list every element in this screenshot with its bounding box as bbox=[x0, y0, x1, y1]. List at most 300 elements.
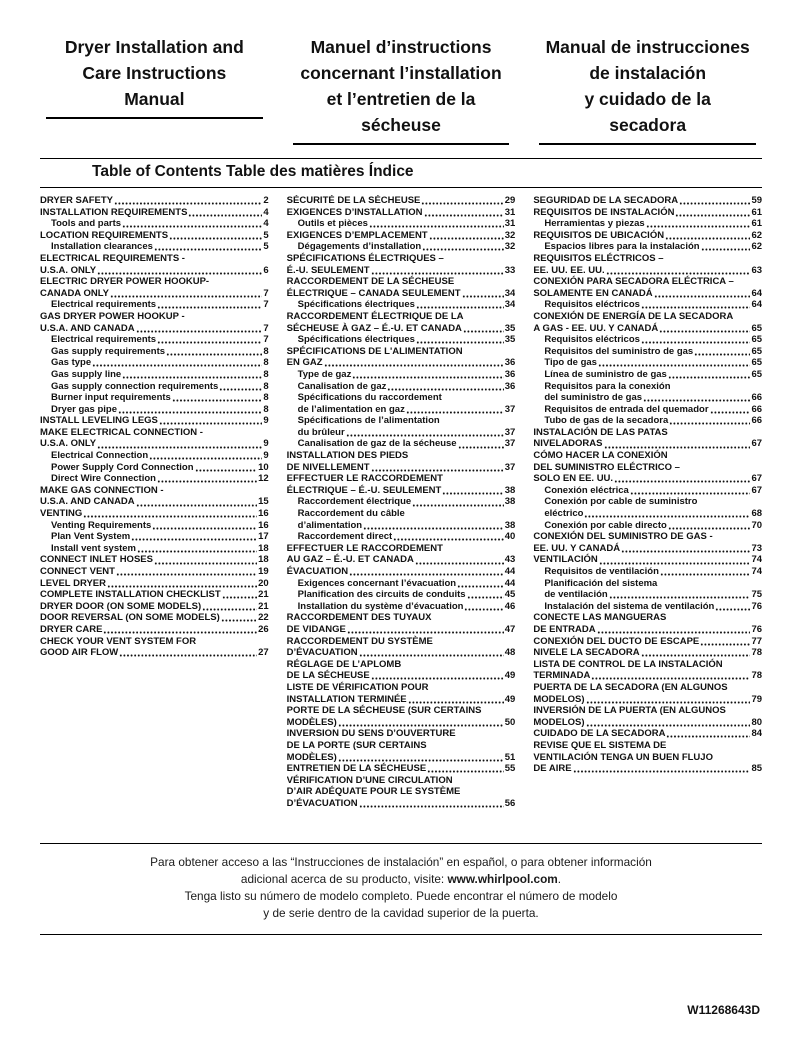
footer-text: Tenga listo su número de modelo completo. Puede encontrar el número de modelo bbox=[184, 889, 618, 904]
toc-entry-label: CONEXIÓN PARA SECADORA ELÉCTRICA – bbox=[533, 276, 734, 288]
toc-entry-label: Installation clearances bbox=[51, 241, 153, 253]
toc-entry-label: CONNECT VENT bbox=[40, 566, 115, 577]
toc-entry bbox=[287, 786, 516, 798]
toc-entry-label: DRYER CARE bbox=[40, 623, 103, 635]
toc-entry bbox=[40, 323, 269, 335]
title-line: Manual de instrucciones bbox=[545, 37, 750, 57]
toc-entry-label: REQUISITOS DE UBICACIÓN bbox=[533, 229, 665, 241]
toc-dot-leader bbox=[604, 446, 751, 449]
toc-dot-leader bbox=[359, 805, 504, 808]
toc-page-number: 44 bbox=[504, 566, 516, 577]
toc-entry bbox=[287, 276, 516, 288]
toc-entry bbox=[533, 450, 762, 462]
toc-entry-label: MODELOS) bbox=[533, 716, 585, 728]
toc-entry bbox=[40, 265, 269, 277]
toc-entry bbox=[533, 462, 762, 474]
toc-entry-label: U.S.A. AND CANADA bbox=[40, 322, 135, 334]
toc-page-number: 8 bbox=[263, 345, 269, 357]
toc-entry-label: Spécifications électriques bbox=[297, 334, 415, 346]
toc-page-number: 32 bbox=[504, 241, 516, 253]
toc-dot-leader bbox=[621, 550, 750, 553]
toc-entry bbox=[40, 334, 269, 346]
footer-line bbox=[46, 888, 756, 905]
toc-entry bbox=[40, 554, 269, 566]
toc-page-number: 32 bbox=[504, 229, 516, 241]
toc-entry-label: Electrical requirements bbox=[51, 334, 157, 346]
toc-entry-label: Type de gaz bbox=[297, 368, 352, 380]
toc-entry bbox=[533, 496, 762, 508]
toc-page-number: 61 bbox=[751, 218, 763, 230]
toc-entry-label: Requisitos de entrada del quemador bbox=[544, 403, 709, 415]
toc-dot-leader bbox=[369, 225, 504, 228]
toc-page-number: 37 bbox=[504, 403, 516, 415]
title-line: y cuidado de la bbox=[584, 89, 711, 109]
toc-dot-leader bbox=[371, 677, 504, 680]
toc-entry-label: RÉGLAGE DE L’APLOMB bbox=[286, 658, 402, 670]
toc-page-number: 80 bbox=[751, 716, 763, 728]
toc-entry bbox=[287, 485, 516, 497]
title-line: secadora bbox=[609, 115, 687, 135]
toc-entry bbox=[40, 299, 269, 311]
toc-entry-label: EN GAZ bbox=[286, 357, 323, 369]
toc-entry bbox=[533, 334, 762, 346]
toc-page-number: 8 bbox=[263, 392, 269, 404]
footer-text: Para obtener acceso a las “Instrucciones de instalación” en español, o para obtener información bbox=[150, 855, 652, 870]
toc-dot-leader bbox=[660, 573, 751, 576]
toc-dot-leader bbox=[116, 573, 257, 576]
toc-page-number: 67 bbox=[751, 473, 763, 485]
toc-entry bbox=[533, 218, 762, 230]
toc-entry-label: NIVELE LA SECADORA bbox=[533, 647, 640, 659]
toc-entry bbox=[287, 705, 516, 717]
toc-dot-leader bbox=[715, 608, 750, 611]
toc-entry-label: VENTILACIÓN TENGA UN BUEN FLUJO bbox=[533, 751, 713, 763]
toc-entry-label: Installation du système d’évacuation bbox=[297, 600, 464, 612]
toc-page-number: 65 bbox=[751, 368, 763, 380]
toc-entry bbox=[40, 450, 269, 462]
toc-page-number: 37 bbox=[504, 461, 516, 473]
toc-dot-leader bbox=[408, 701, 504, 704]
toc-entry bbox=[40, 369, 269, 381]
toc-entry bbox=[287, 195, 516, 207]
toc-dot-leader bbox=[598, 364, 750, 367]
toc-dot-leader bbox=[710, 411, 751, 414]
toc-entry bbox=[533, 589, 762, 601]
toc-dot-leader bbox=[584, 515, 750, 518]
toc-dot-leader bbox=[442, 492, 503, 495]
toc-dot-leader bbox=[421, 202, 503, 205]
toc-page-number: 59 bbox=[751, 195, 763, 206]
toc-page-number: 73 bbox=[751, 542, 763, 554]
toc-entry-label: É.-U. SEULEMENT bbox=[286, 264, 370, 276]
toc-entry bbox=[533, 276, 762, 288]
toc-entry bbox=[287, 717, 516, 729]
toc-entry bbox=[40, 207, 269, 219]
toc-page-number: 21 bbox=[258, 589, 269, 601]
toc-page-number: 68 bbox=[751, 508, 763, 520]
toc-entry bbox=[40, 612, 269, 624]
toc-entry-label: INSTALACIÓN DE LAS PATAS bbox=[533, 426, 668, 438]
toc-entry-label: VENTING bbox=[40, 508, 83, 520]
toc-entry bbox=[40, 288, 269, 300]
toc-entry bbox=[287, 554, 516, 566]
toc-entry bbox=[40, 241, 269, 253]
toc-entry bbox=[287, 473, 516, 485]
toc-dot-leader bbox=[573, 770, 751, 773]
toc-page-number: 55 bbox=[504, 763, 516, 775]
toc-entry-label: INVERSIÓN DE LA PUERTA (EN ALGUNOS bbox=[533, 705, 726, 717]
toc-entry bbox=[533, 438, 762, 450]
toc-entry-label: Canalisation de gaz de la sécheuse bbox=[297, 438, 457, 450]
toc-dot-leader bbox=[457, 585, 504, 588]
toc-entry-label: EE. UU. Y CANADÁ bbox=[533, 542, 621, 554]
toc-entry-label: ELECTRIC DRYER POWER HOOKUP- bbox=[40, 276, 210, 288]
toc-entry-label: Gas supply requirements bbox=[51, 345, 166, 357]
toc-entry bbox=[40, 473, 269, 485]
toc-entry bbox=[287, 659, 516, 671]
toc-entry-label: D’ÉVACUATION bbox=[286, 797, 358, 809]
toc-entry bbox=[287, 798, 516, 810]
toc-entry-label: U.S.A. AND CANADA bbox=[40, 496, 135, 508]
toc-entry bbox=[287, 508, 516, 520]
toc-page-number: 48 bbox=[504, 647, 516, 659]
toc-page-number: 66 bbox=[751, 403, 763, 415]
toc-entry bbox=[533, 311, 762, 323]
toc-page-number: 18 bbox=[258, 542, 269, 554]
toc-entry bbox=[533, 531, 762, 543]
toc-entry-label: du brûleur bbox=[297, 426, 345, 438]
toc-entry bbox=[287, 752, 516, 764]
toc-entry bbox=[533, 346, 762, 358]
toc-dot-leader bbox=[586, 724, 751, 727]
title-line: Care Instructions bbox=[82, 63, 227, 83]
toc-entry-label: CÓMO HACER LA CONEXIÓN bbox=[533, 450, 668, 462]
toc-page-number: 66 bbox=[751, 392, 763, 404]
toc-dot-leader bbox=[222, 596, 257, 599]
toc-entry-label: DRYER DOOR (ON SOME MODELS) bbox=[40, 600, 202, 612]
toc-dot-leader bbox=[614, 480, 750, 483]
toc-entry bbox=[533, 369, 762, 381]
toc-entry-label: REQUISITOS ELÉCTRICOS – bbox=[533, 252, 664, 264]
toc-entry-label: Requisitos para la conexión bbox=[544, 380, 671, 392]
toc-entry-label: INSTALLATION TERMINÉE bbox=[286, 693, 407, 705]
toc-entry bbox=[287, 728, 516, 740]
toc-dot-leader bbox=[157, 480, 257, 483]
toc-entry bbox=[40, 276, 269, 288]
toc-entry bbox=[287, 369, 516, 381]
toc-dot-leader bbox=[609, 596, 751, 599]
footer-text: . bbox=[557, 872, 562, 887]
toc-entry-label: U.S.A. ONLY bbox=[40, 438, 97, 450]
toc-page-number: 78 bbox=[751, 647, 763, 659]
toc-entry bbox=[40, 520, 269, 532]
toc-dot-leader bbox=[659, 330, 750, 333]
toc-entry bbox=[287, 230, 516, 242]
toc-entry bbox=[287, 520, 516, 532]
toc-page-number: 8 bbox=[263, 380, 269, 392]
toc-entry-label: Gas type bbox=[51, 357, 92, 369]
toc-entry bbox=[287, 740, 516, 752]
toc-entry bbox=[287, 578, 516, 590]
toc-entry-label: Raccordement électrique bbox=[297, 496, 412, 508]
toc-page-number: 70 bbox=[751, 519, 763, 531]
toc-page-number: 16 bbox=[258, 508, 269, 520]
toc-page-number: 65 bbox=[751, 334, 763, 346]
toc-dot-leader bbox=[643, 399, 750, 402]
toc-dot-leader bbox=[154, 248, 262, 251]
toc-entry bbox=[287, 647, 516, 659]
toc-dot-leader bbox=[694, 353, 750, 356]
toc-page-number: 17 bbox=[258, 531, 269, 543]
toc-entry bbox=[287, 682, 516, 694]
toc-entry bbox=[287, 415, 516, 427]
toc-entry-label: ÉVACUATION bbox=[286, 566, 349, 577]
toc-page-number: 66 bbox=[751, 415, 763, 427]
toc-dot-leader bbox=[591, 677, 750, 680]
toc-entry bbox=[533, 230, 762, 242]
toc-entry bbox=[40, 427, 269, 439]
toc-dot-leader bbox=[641, 654, 751, 657]
toc-entry-label: DE NIVELLEMENT bbox=[286, 461, 370, 473]
toc-dot-leader bbox=[597, 631, 751, 634]
toc-page-number: 49 bbox=[504, 670, 516, 682]
toc-column-english bbox=[40, 195, 269, 809]
toc-entry-label: NIVELADORAS bbox=[533, 438, 603, 450]
toc-entry bbox=[533, 612, 762, 624]
title-row bbox=[0, 0, 802, 145]
toc-page-number: 62 bbox=[751, 241, 763, 253]
toc-entry bbox=[40, 392, 269, 404]
toc-page-number: 34 bbox=[504, 299, 516, 311]
toc-entry-label: EE. UU. EE. UU. bbox=[533, 264, 605, 276]
toc-entry-label: Raccordement direct bbox=[297, 531, 393, 543]
toc-entry-label: GAS DRYER POWER HOOKUP - bbox=[40, 310, 185, 322]
toc-page-number: 43 bbox=[504, 554, 516, 566]
toc-entry bbox=[287, 636, 516, 648]
toc-page-number: 45 bbox=[504, 589, 516, 601]
toc-page-number: 7 bbox=[263, 334, 269, 346]
toc-dot-leader bbox=[338, 759, 504, 762]
toc-entry-label: VENTILACIÓN bbox=[533, 554, 598, 566]
toc-entry-label: Línea de suministro de gas bbox=[544, 368, 667, 380]
toc-entry-label: CONNECT INLET HOSES bbox=[40, 554, 153, 566]
toc-page-number: 7 bbox=[263, 322, 269, 334]
toc-entry bbox=[40, 311, 269, 323]
toc-page-number: 4 bbox=[263, 218, 269, 230]
toc-entry-label: Venting Requirements bbox=[51, 519, 152, 531]
toc-dot-leader bbox=[188, 214, 262, 217]
toc-entry bbox=[287, 207, 516, 219]
toc-page-number: 2 bbox=[263, 195, 269, 206]
toc-dot-leader bbox=[666, 735, 750, 738]
toc-dot-leader bbox=[606, 272, 751, 275]
title-english bbox=[46, 34, 263, 119]
toc-dot-leader bbox=[338, 724, 504, 727]
toc-dot-leader bbox=[393, 538, 504, 541]
toc-entry-label: DE ENTRADA bbox=[533, 623, 596, 635]
toc-entry bbox=[40, 566, 269, 578]
toc-entry-label: AU GAZ – É.-U. ET CANADA bbox=[286, 554, 414, 566]
toc-page-number: 35 bbox=[504, 322, 516, 334]
toc-entry bbox=[533, 392, 762, 404]
toc-entry bbox=[287, 462, 516, 474]
toc-entry-label: Electrical requirements bbox=[51, 299, 157, 311]
toc-entry bbox=[40, 415, 269, 427]
footer-line bbox=[46, 854, 756, 871]
toc-entry-label: ENTRETIEN DE LA SÉCHEUSE bbox=[286, 763, 427, 775]
toc-dot-leader bbox=[154, 562, 257, 565]
toc-dot-leader bbox=[654, 295, 751, 298]
toc-entry-label: EFFECTUER LE RACCORDEMENT bbox=[286, 542, 443, 554]
title-spanish bbox=[539, 34, 756, 145]
toc-dot-leader bbox=[219, 388, 262, 391]
toc-dot-leader bbox=[630, 492, 751, 495]
toc-entry bbox=[533, 682, 762, 694]
toc-page-number: 33 bbox=[504, 264, 516, 276]
toc-entry-label: Herramientas y piezas bbox=[544, 218, 645, 230]
toc-entry bbox=[287, 427, 516, 439]
toc-entry-label: EXIGENCES D’INSTALLATION bbox=[286, 206, 423, 218]
toc-entry-label: Tools and parts bbox=[51, 218, 122, 230]
footer-note bbox=[40, 843, 762, 935]
toc-entry-label: Spécifications de l’alimentation bbox=[297, 415, 440, 427]
toc-page-number: 50 bbox=[504, 716, 516, 728]
toc-entry-label: LISTA DE CONTROL DE LA INSTALACIÓN bbox=[533, 658, 723, 670]
title-line: sécheuse bbox=[361, 115, 441, 135]
toc-entry-label: Requisitos de ventilación bbox=[544, 566, 659, 577]
toc-dot-leader bbox=[424, 214, 504, 217]
toc-page-number: 47 bbox=[504, 623, 516, 635]
toc-page-number: 67 bbox=[751, 484, 763, 496]
toc-entry-label: INSTALLATION DES PIEDS bbox=[286, 450, 409, 462]
toc-entry bbox=[533, 624, 762, 636]
toc-entry-label: CANADA ONLY bbox=[40, 287, 109, 299]
toc-heading: Table of Contents Table des matières Índice bbox=[92, 163, 414, 180]
toc-page-number: 84 bbox=[751, 728, 763, 740]
toc-entry bbox=[287, 438, 516, 450]
toc-entry bbox=[40, 624, 269, 636]
toc-entry bbox=[40, 578, 269, 590]
toc-entry bbox=[40, 543, 269, 555]
toc-dot-leader bbox=[136, 504, 257, 507]
toc-entry bbox=[40, 496, 269, 508]
toc-entry bbox=[40, 438, 269, 450]
toc-dot-leader bbox=[416, 306, 504, 309]
toc-entry-label: MODÈLES) bbox=[286, 716, 337, 728]
toc-dot-leader bbox=[406, 411, 504, 414]
toc-entry-label: Gas supply connection requirements bbox=[51, 380, 219, 392]
toc-dot-leader bbox=[359, 654, 504, 657]
toc-entry-label: del suministro de gas bbox=[544, 392, 643, 404]
toc-entry-label: DEL SUMINISTRO ELÉCTRICO – bbox=[533, 461, 680, 473]
toc-entry-label: Exigences concernant l’évacuation bbox=[297, 577, 457, 589]
toc-entry-label: ÉLECTRIQUE – É.-U. SEULEMENT bbox=[286, 484, 442, 496]
toc-dot-leader bbox=[679, 202, 750, 205]
toc-dot-leader bbox=[157, 341, 262, 344]
toc-entry bbox=[287, 763, 516, 775]
toc-dot-leader bbox=[668, 376, 751, 379]
toc-entry bbox=[533, 241, 762, 253]
toc-entry bbox=[533, 636, 762, 648]
toc-entry-label: Planification des circuits de conduits bbox=[297, 589, 466, 601]
toc-entry bbox=[533, 508, 762, 520]
toc-page-number: 65 bbox=[751, 322, 763, 334]
toc-entry bbox=[40, 636, 269, 648]
toc-entry-label: A GAS - EE. UU. Y CANADÁ bbox=[533, 322, 659, 334]
title-line: et l’entretien de la bbox=[326, 89, 476, 109]
toc-dot-leader bbox=[464, 608, 503, 611]
toc-entry bbox=[40, 195, 269, 207]
toc-page-number: 40 bbox=[504, 531, 516, 543]
toc-entry-label: Tubo de gas de la secadora bbox=[544, 415, 669, 427]
toc-page-number: 38 bbox=[504, 484, 516, 496]
toc-entry-label: EXIGENCES D’EMPLACEMENT bbox=[286, 229, 428, 241]
toc-dot-leader bbox=[669, 422, 750, 425]
footer-line bbox=[46, 905, 756, 922]
toc-dot-leader bbox=[97, 272, 262, 275]
toc-entry-label: SÉCURITÉ DE LA SÉCHEUSE bbox=[286, 195, 421, 206]
toc-entry-label: Requisitos eléctricos bbox=[544, 299, 640, 311]
toc-dot-leader bbox=[347, 631, 504, 634]
toc-entry bbox=[287, 601, 516, 613]
toc-entry-label: Gas supply line bbox=[51, 368, 122, 380]
toc-page-number: 64 bbox=[751, 287, 763, 299]
toc-entry-label: MAKE GAS CONNECTION - bbox=[40, 484, 164, 496]
toc-entry-label: Install vent system bbox=[51, 542, 137, 554]
toc-dot-leader bbox=[107, 585, 257, 588]
toc-entry bbox=[40, 601, 269, 613]
toc-page-number: 35 bbox=[504, 334, 516, 346]
toc-entry-label: LOCATION REQUIREMENTS bbox=[40, 229, 169, 241]
toc-page-number: 36 bbox=[504, 368, 516, 380]
toc-page-number: 7 bbox=[263, 299, 269, 311]
toc-page-number: 18 bbox=[258, 554, 269, 566]
toc-entry-label: MODÈLES) bbox=[286, 751, 337, 763]
toc-entry bbox=[533, 473, 762, 485]
toc-dot-leader bbox=[700, 643, 750, 646]
toc-entry bbox=[40, 531, 269, 543]
toc-entry bbox=[533, 207, 762, 219]
toc-entry-label: Spécifications du raccordement bbox=[297, 392, 442, 404]
toc-dot-leader bbox=[346, 434, 504, 437]
toc-entry-label: Outils et pièces bbox=[297, 218, 368, 230]
toc-entry bbox=[533, 415, 762, 427]
toc-entry-label: d’alimentation bbox=[297, 519, 363, 531]
toc-dot-leader bbox=[119, 654, 257, 657]
toc-dot-leader bbox=[387, 388, 503, 391]
toc-entry bbox=[287, 265, 516, 277]
toc-page-number: 9 bbox=[263, 450, 269, 462]
toc-page-number: 22 bbox=[258, 612, 269, 624]
toc-entry-label: CONEXIÓN DEL DUCTO DE ESCAPE bbox=[533, 635, 700, 647]
toc-entry bbox=[533, 694, 762, 706]
toc-dot-leader bbox=[458, 446, 504, 449]
toc-entry-label: CONEXIÓN DE ENERGÍA DE LA SECADORA bbox=[533, 310, 734, 322]
toc-page-number: 21 bbox=[258, 600, 269, 612]
toc-entry-label: SOLAMENTE EN CANADÁ bbox=[533, 287, 653, 299]
toc-page-number: 19 bbox=[258, 566, 269, 577]
toc-entry-label: MAKE ELECTRICAL CONNECTION - bbox=[40, 426, 203, 438]
toc-entry bbox=[40, 485, 269, 497]
toc-dot-leader bbox=[122, 376, 262, 379]
toc-entry-label: Requisitos del suministro de gas bbox=[544, 345, 694, 357]
toc-entry-label: Power Supply Cord Connection bbox=[51, 461, 194, 473]
toc-entry bbox=[287, 496, 516, 508]
toc-page-number: 26 bbox=[258, 623, 269, 635]
toc-dot-leader bbox=[221, 619, 257, 622]
toc-column-spanish bbox=[533, 195, 762, 809]
toc-entry bbox=[287, 775, 516, 787]
